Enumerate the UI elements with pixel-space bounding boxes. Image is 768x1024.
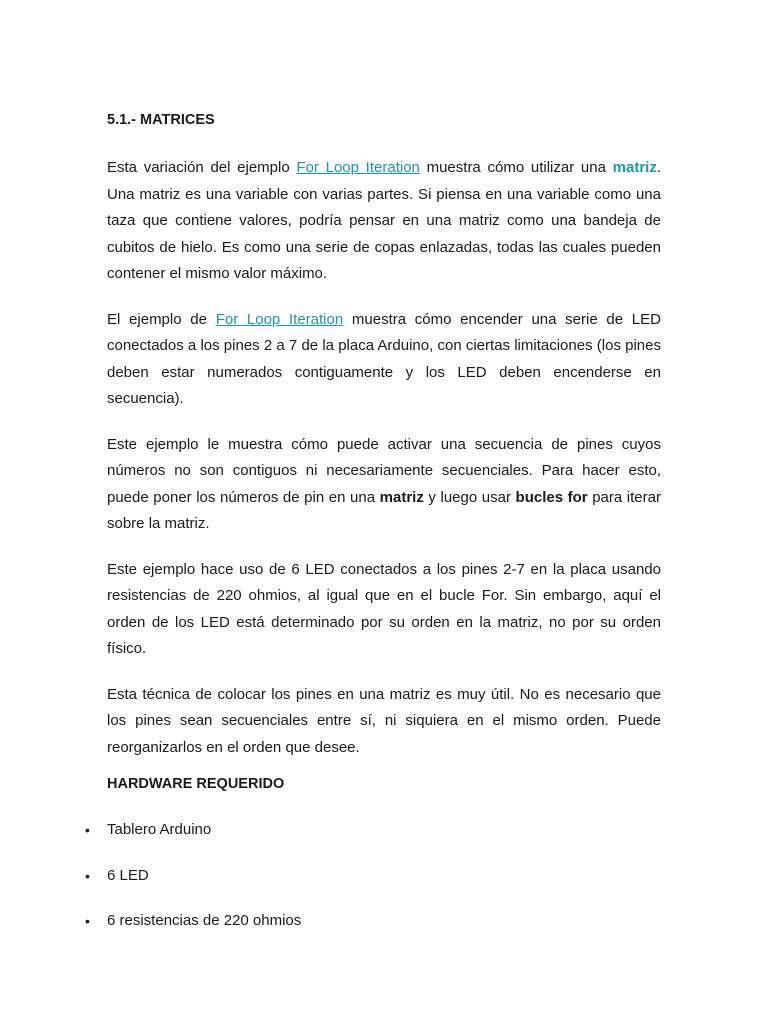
- for-loop-iteration-link-2[interactable]: For Loop Iteration: [215, 310, 344, 328]
- intro-text-b: muestra cómo utilizar una: [419, 159, 613, 176]
- example-text-a: El ejemplo de: [107, 310, 216, 328]
- intro-text-a: Esta variación del ejemplo: [107, 159, 297, 176]
- sequence-text-b: y luego usar: [423, 488, 516, 506]
- list-item-label: 6 LED: [107, 866, 149, 884]
- list-item: [85, 911, 661, 957]
- bullet-icon: •: [85, 822, 90, 838]
- intro-text-c: . Una matriz es una variable con varias partes. Si piensa en una variable como una taza que contiene valores, podría pensar en una matriz como una bandeja de cubitos de hielo. Es como una serie de copas enlazadas, todas las cuales pueden contener el mismo valor máximo.: [107, 159, 662, 282]
- hardware-heading: HARDWARE REQUERIDO: [107, 776, 285, 792]
- list-item-label: Tablero Arduino: [107, 821, 212, 838]
- bullet-icon: •: [85, 913, 90, 929]
- hardware-list: [85, 820, 661, 957]
- sequence-text-c: para iterar sobre la matriz.: [107, 488, 661, 532]
- bucles-for-bold: bucles for: [515, 488, 588, 506]
- section-title: 5.1.- MATRICES: [107, 112, 215, 128]
- list-item: [85, 820, 661, 866]
- paragraph-technique: Esta técnica de colocar los pines en una matriz es muy útil. No es necesario que los pines sean secuenciales entre sí, ni siquiera en el mismo orden. Puede reorganizarlos en el orden que desee.: [107, 685, 661, 756]
- matriz-term: matriz: [612, 159, 657, 176]
- paragraph-example: [107, 307, 661, 413]
- bullet-icon: •: [85, 867, 90, 884]
- list-item: [85, 866, 661, 912]
- document-body: [85, 111, 662, 957]
- paragraph-leds: Este ejemplo hace uso de 6 LED conectados a los pines 2-7 en la placa usando resistencias de 220 ohmios, al igual que en el bucle For. Sin embargo, aquí el orden de los LED está determinado por su orden en la matriz, no por su orden físico.: [107, 560, 661, 657]
- paragraph-intro: [107, 155, 661, 288]
- for-loop-iteration-link[interactable]: For Loop Iteration: [296, 159, 420, 176]
- sequence-text-a: Este ejemplo le muestra cómo puede activar una secuencia de pines cuyos números no son contiguos ni necesariamente secuenciales. Para hacer esto, puede poner los números de pin en una: [107, 435, 661, 506]
- example-text-b: muestra cómo encender una serie de LED conectados a los pines 2 a 7 de la placa Arduino, con ciertas limitaciones (los pines deben estar numerados contiguamente y los LED deben encenderse en secuencia).: [107, 310, 661, 407]
- list-item-label: 6 resistencias de 220 ohmios: [107, 912, 302, 929]
- matriz-bold: matriz: [379, 488, 424, 506]
- paragraph-sequence: [107, 432, 661, 538]
